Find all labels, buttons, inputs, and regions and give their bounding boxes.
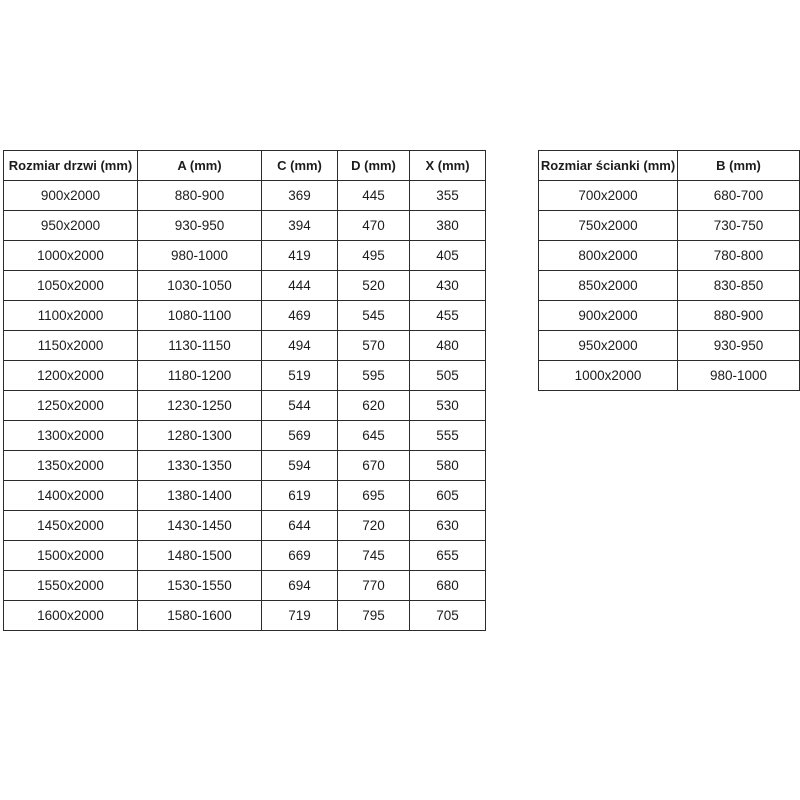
- table-cell: 605: [410, 481, 486, 511]
- table-cell: 1280-1300: [138, 421, 262, 451]
- column-header: C (mm): [262, 151, 338, 181]
- table-cell: 1250x2000: [4, 391, 138, 421]
- table-cell: 680-700: [678, 181, 800, 211]
- table-cell: 1030-1050: [138, 271, 262, 301]
- table-cell: 1150x2000: [4, 331, 138, 361]
- column-header: Rozmiar drzwi (mm): [4, 151, 138, 181]
- table-cell: 470: [338, 211, 410, 241]
- table-row: [4, 421, 486, 451]
- table-cell: 930-950: [678, 331, 800, 361]
- table-cell: 595: [338, 361, 410, 391]
- table-row: [539, 211, 800, 241]
- table-cell: 900x2000: [4, 181, 138, 211]
- table-cell: 880-900: [678, 301, 800, 331]
- door-dimensions-table: [3, 150, 486, 631]
- table-cell: 680: [410, 571, 486, 601]
- table-cell: 1200x2000: [4, 361, 138, 391]
- table-row: [539, 331, 800, 361]
- table-row: [4, 361, 486, 391]
- table-cell: 1580-1600: [138, 601, 262, 631]
- table-cell: 800x2000: [539, 241, 678, 271]
- table-cell: 419: [262, 241, 338, 271]
- table-cell: 444: [262, 271, 338, 301]
- table-row: [539, 271, 800, 301]
- table-cell: 355: [410, 181, 486, 211]
- table-cell: 1600x2000: [4, 601, 138, 631]
- table-cell: 720: [338, 511, 410, 541]
- table-cell: 694: [262, 571, 338, 601]
- table-cell: 1500x2000: [4, 541, 138, 571]
- table-cell: 700x2000: [539, 181, 678, 211]
- table-row: [4, 241, 486, 271]
- table-cell: 1450x2000: [4, 511, 138, 541]
- table-cell: 850x2000: [539, 271, 678, 301]
- table-cell: 619: [262, 481, 338, 511]
- table-cell: 394: [262, 211, 338, 241]
- table-row: [4, 571, 486, 601]
- wall-dimensions-table: [538, 150, 800, 391]
- table-cell: 980-1000: [138, 241, 262, 271]
- table-row: [4, 481, 486, 511]
- table-cell: 369: [262, 181, 338, 211]
- table-cell: 1050x2000: [4, 271, 138, 301]
- table-cell: 645: [338, 421, 410, 451]
- table-cell: 770: [338, 571, 410, 601]
- table-cell: 1530-1550: [138, 571, 262, 601]
- table-cell: 795: [338, 601, 410, 631]
- table-row: [539, 361, 800, 391]
- table-row: [4, 511, 486, 541]
- table-cell: 380: [410, 211, 486, 241]
- table-cell: 494: [262, 331, 338, 361]
- column-header: B (mm): [678, 151, 800, 181]
- table-row: [4, 451, 486, 481]
- door-table-header-row: [4, 151, 486, 181]
- table-cell: 1180-1200: [138, 361, 262, 391]
- table-cell: 480: [410, 331, 486, 361]
- table-cell: 880-900: [138, 181, 262, 211]
- table-cell: 495: [338, 241, 410, 271]
- table-cell: 1080-1100: [138, 301, 262, 331]
- table-row: [4, 541, 486, 571]
- table-row: [4, 271, 486, 301]
- table-cell: 555: [410, 421, 486, 451]
- table-cell: 780-800: [678, 241, 800, 271]
- column-header: D (mm): [338, 151, 410, 181]
- table-cell: 1400x2000: [4, 481, 138, 511]
- table-row: [4, 181, 486, 211]
- table-cell: 670: [338, 451, 410, 481]
- table-cell: 405: [410, 241, 486, 271]
- table-cell: 980-1000: [678, 361, 800, 391]
- table-cell: 1380-1400: [138, 481, 262, 511]
- table-row: [4, 601, 486, 631]
- column-header: Rozmiar ścianki (mm): [539, 151, 678, 181]
- table-row: [539, 181, 800, 211]
- table-cell: 745: [338, 541, 410, 571]
- table-cell: 1000x2000: [4, 241, 138, 271]
- table-cell: 719: [262, 601, 338, 631]
- table-cell: 430: [410, 271, 486, 301]
- table-cell: 1350x2000: [4, 451, 138, 481]
- table-cell: 1100x2000: [4, 301, 138, 331]
- table-cell: 620: [338, 391, 410, 421]
- column-header: X (mm): [410, 151, 486, 181]
- table-cell: 669: [262, 541, 338, 571]
- table-cell: 1480-1500: [138, 541, 262, 571]
- table-cell: 469: [262, 301, 338, 331]
- table-cell: 580: [410, 451, 486, 481]
- table-cell: 900x2000: [539, 301, 678, 331]
- table-cell: 930-950: [138, 211, 262, 241]
- table-row: [539, 301, 800, 331]
- table-cell: 569: [262, 421, 338, 451]
- table-cell: 950x2000: [539, 331, 678, 361]
- table-cell: 455: [410, 301, 486, 331]
- table-row: [4, 301, 486, 331]
- table-cell: 445: [338, 181, 410, 211]
- table-row: [539, 241, 800, 271]
- table-cell: 1130-1150: [138, 331, 262, 361]
- table-cell: 1300x2000: [4, 421, 138, 451]
- table-cell: 630: [410, 511, 486, 541]
- table-cell: 530: [410, 391, 486, 421]
- table-cell: 730-750: [678, 211, 800, 241]
- table-cell: 750x2000: [539, 211, 678, 241]
- table-row: [4, 391, 486, 421]
- table-cell: 505: [410, 361, 486, 391]
- table-cell: 519: [262, 361, 338, 391]
- table-cell: 695: [338, 481, 410, 511]
- table-cell: 950x2000: [4, 211, 138, 241]
- table-cell: 570: [338, 331, 410, 361]
- column-header: A (mm): [138, 151, 262, 181]
- table-cell: 594: [262, 451, 338, 481]
- table-cell: 1330-1350: [138, 451, 262, 481]
- table-cell: 1430-1450: [138, 511, 262, 541]
- table-cell: 544: [262, 391, 338, 421]
- table-cell: 545: [338, 301, 410, 331]
- wall-table-header-row: [539, 151, 800, 181]
- table-cell: 644: [262, 511, 338, 541]
- table-cell: 705: [410, 601, 486, 631]
- table-cell: 655: [410, 541, 486, 571]
- table-row: [4, 331, 486, 361]
- table-cell: 520: [338, 271, 410, 301]
- table-cell: 1550x2000: [4, 571, 138, 601]
- table-cell: 830-850: [678, 271, 800, 301]
- table-cell: 1000x2000: [539, 361, 678, 391]
- table-cell: 1230-1250: [138, 391, 262, 421]
- table-row: [4, 211, 486, 241]
